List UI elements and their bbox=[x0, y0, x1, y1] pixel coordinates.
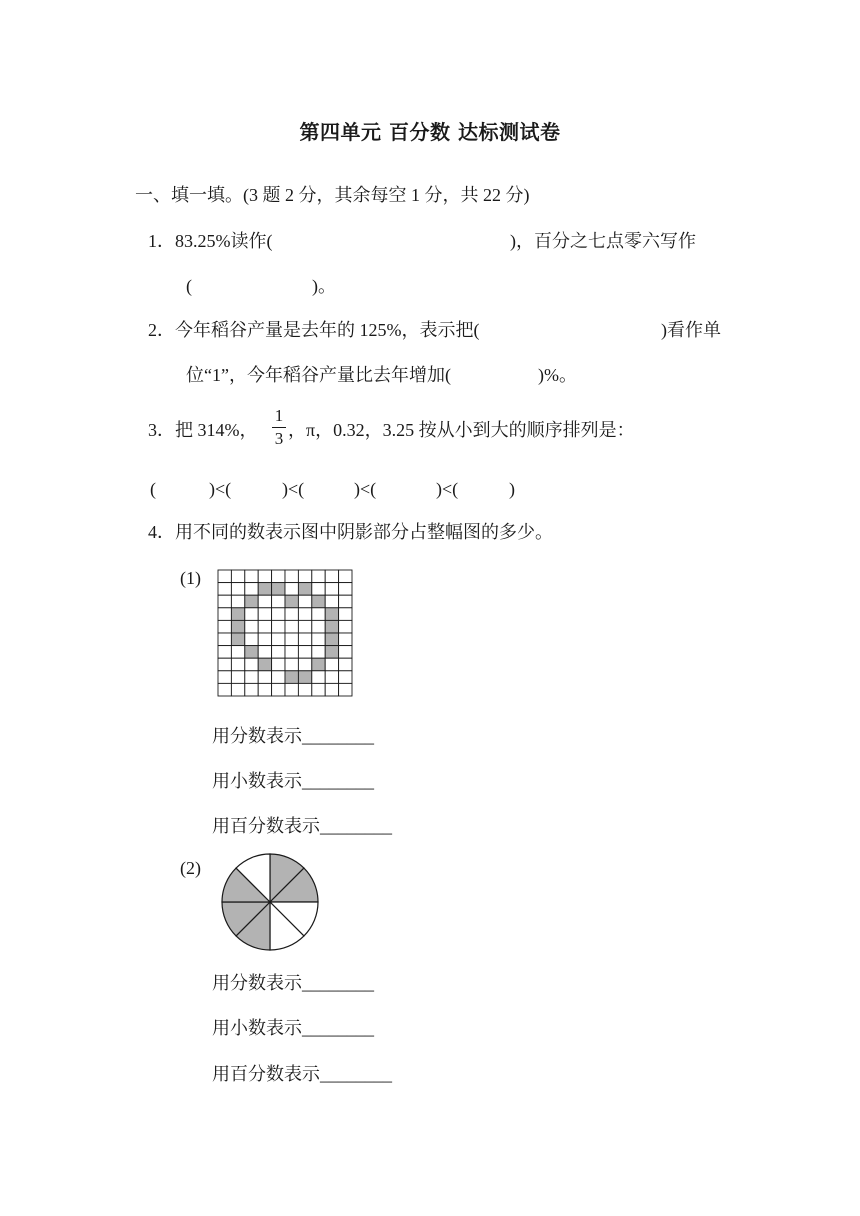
grid-cell bbox=[312, 671, 325, 684]
grid-cell bbox=[258, 570, 271, 583]
grid-cell bbox=[285, 583, 298, 596]
grid-cell bbox=[245, 633, 258, 646]
grid-cell bbox=[298, 658, 311, 671]
grid-cell bbox=[312, 683, 325, 696]
q2-line1-suffix: )看作单 bbox=[661, 320, 721, 340]
grid-cell bbox=[298, 620, 311, 633]
grid-cell bbox=[218, 633, 231, 646]
q3-suffix: ，π，0.32，3.25 按从小到大的顺序排列是： bbox=[288, 420, 635, 440]
grid-cell bbox=[231, 595, 244, 608]
page-title: 第四单元 百分数 达标测试卷 bbox=[299, 120, 561, 144]
part1-fraction-answer: 用分数表示________ bbox=[212, 726, 374, 746]
grid-cell-shaded bbox=[325, 620, 338, 633]
grid-cell bbox=[272, 671, 285, 684]
grid-cell-shaded bbox=[245, 646, 258, 659]
grid-cell bbox=[218, 608, 231, 621]
fraction-numerator: 1 bbox=[274, 406, 284, 425]
grid-cell bbox=[231, 658, 244, 671]
grid-cell-shaded bbox=[325, 633, 338, 646]
grid-cell bbox=[298, 608, 311, 621]
grid-cell bbox=[231, 683, 244, 696]
grid-cell bbox=[285, 633, 298, 646]
grid-cell bbox=[339, 646, 352, 659]
q2-line2-prefix: 位“1”，今年稻谷产量比去年增加( bbox=[186, 365, 451, 385]
grid-cell-shaded bbox=[231, 620, 244, 633]
grid-cell-shaded bbox=[312, 658, 325, 671]
grid-cell bbox=[272, 570, 285, 583]
shaded-circle-figure bbox=[220, 852, 320, 952]
grid-cell bbox=[245, 671, 258, 684]
q4-prompt: 4．用不同的数表示图中阴影部分占整幅图的多少。 bbox=[148, 522, 553, 542]
grid-cell-shaded bbox=[258, 658, 271, 671]
grid-cell bbox=[339, 658, 352, 671]
shaded-grid-figure bbox=[217, 569, 357, 702]
grid-cell bbox=[298, 633, 311, 646]
grid-cell bbox=[218, 620, 231, 633]
grid-cell bbox=[285, 683, 298, 696]
grid-cell bbox=[325, 658, 338, 671]
grid-cell bbox=[325, 570, 338, 583]
grid-cell bbox=[245, 620, 258, 633]
grid-cell bbox=[272, 683, 285, 696]
grid-cell-shaded bbox=[285, 595, 298, 608]
q3-blank-2: )<( bbox=[282, 479, 305, 499]
grid-cell bbox=[258, 620, 271, 633]
part2-fraction-answer: 用分数表示________ bbox=[212, 973, 374, 993]
part2-percent-answer: 用百分数表示________ bbox=[212, 1064, 392, 1084]
grid-cell bbox=[245, 608, 258, 621]
q1-line2-close: )。 bbox=[312, 276, 336, 296]
grid-cell bbox=[339, 620, 352, 633]
grid-cell bbox=[218, 646, 231, 659]
grid-cell bbox=[231, 671, 244, 684]
grid-cell bbox=[339, 683, 352, 696]
q2-line2-suffix: )%。 bbox=[538, 365, 577, 385]
grid-cell bbox=[298, 570, 311, 583]
grid-cell bbox=[231, 570, 244, 583]
q1-line1-suffix: )，百分之七点零六写作 bbox=[510, 231, 696, 251]
grid-cell bbox=[285, 570, 298, 583]
grid-cell bbox=[218, 671, 231, 684]
grid-cell-shaded bbox=[231, 608, 244, 621]
grid-cell bbox=[272, 658, 285, 671]
grid-cell bbox=[258, 646, 271, 659]
grid-cell bbox=[339, 671, 352, 684]
grid-cell bbox=[218, 683, 231, 696]
grid-cell bbox=[312, 570, 325, 583]
grid-cell-shaded bbox=[272, 583, 285, 596]
section-heading: 一、填一填。(3 题 2 分，其余每空 1 分，共 22 分) bbox=[135, 185, 530, 205]
grid-cell-shaded bbox=[245, 595, 258, 608]
grid-cell bbox=[325, 671, 338, 684]
grid-cell bbox=[231, 646, 244, 659]
grid-cell bbox=[272, 633, 285, 646]
grid-cell bbox=[312, 583, 325, 596]
q3-fraction bbox=[272, 406, 286, 449]
grid-cell bbox=[312, 608, 325, 621]
grid-cell bbox=[285, 608, 298, 621]
grid-cell bbox=[272, 608, 285, 621]
q3-blank-1: )<( bbox=[209, 479, 232, 499]
grid-cell bbox=[312, 620, 325, 633]
grid-cell bbox=[258, 671, 271, 684]
grid-cell-shaded bbox=[298, 583, 311, 596]
grid-cell bbox=[339, 583, 352, 596]
part2-decimal-answer: 用小数表示________ bbox=[212, 1018, 374, 1038]
grid-cell bbox=[258, 608, 271, 621]
grid-cell bbox=[218, 595, 231, 608]
grid-cell bbox=[325, 683, 338, 696]
grid-cell bbox=[218, 570, 231, 583]
grid-cell-shaded bbox=[325, 646, 338, 659]
grid-cell-shaded bbox=[325, 608, 338, 621]
grid-cell bbox=[245, 658, 258, 671]
grid-cell bbox=[258, 683, 271, 696]
grid-cell bbox=[312, 646, 325, 659]
q3-blank-3: )<( bbox=[354, 479, 377, 499]
grid-cell bbox=[272, 595, 285, 608]
grid-cell bbox=[218, 583, 231, 596]
grid-cell bbox=[298, 646, 311, 659]
grid-cell bbox=[245, 570, 258, 583]
part1-decimal-answer: 用小数表示________ bbox=[212, 771, 374, 791]
q3-blank-4: )<( bbox=[436, 479, 459, 499]
grid-cell bbox=[325, 583, 338, 596]
grid-cell bbox=[298, 595, 311, 608]
grid-cell-shaded bbox=[312, 595, 325, 608]
grid-cell bbox=[339, 595, 352, 608]
grid-cell bbox=[298, 683, 311, 696]
grid-cell bbox=[258, 595, 271, 608]
q3-blank-0: ( bbox=[150, 479, 156, 499]
grid-cell bbox=[339, 633, 352, 646]
q4-part2-label: (2) bbox=[180, 858, 201, 878]
grid-cell bbox=[339, 608, 352, 621]
q3-blank-5: ) bbox=[509, 479, 515, 499]
grid-cell bbox=[218, 658, 231, 671]
grid-cell bbox=[285, 646, 298, 659]
grid-cell bbox=[258, 633, 271, 646]
grid-cell bbox=[285, 620, 298, 633]
grid-cell-shaded bbox=[231, 633, 244, 646]
q3-prefix: 3．把 314%， bbox=[148, 420, 258, 440]
grid-cell bbox=[325, 595, 338, 608]
grid-cell bbox=[339, 570, 352, 583]
grid-cell bbox=[245, 583, 258, 596]
grid-cell bbox=[312, 633, 325, 646]
grid-cell-shaded bbox=[258, 583, 271, 596]
grid-cell bbox=[272, 646, 285, 659]
q1-line1-prefix: 1．83.25%读作( bbox=[148, 231, 273, 251]
part1-percent-answer: 用百分数表示________ bbox=[212, 816, 392, 836]
grid-cell bbox=[245, 683, 258, 696]
fraction-bar bbox=[272, 427, 286, 428]
q2-line1-prefix: 2．今年稻谷产量是去年的 125%，表示把( bbox=[148, 320, 480, 340]
grid-cell bbox=[272, 620, 285, 633]
grid-cell bbox=[231, 583, 244, 596]
q1-line2-open: ( bbox=[186, 276, 192, 296]
q4-part1-label: (1) bbox=[180, 568, 201, 588]
grid-cell-shaded bbox=[285, 671, 298, 684]
grid-cell bbox=[285, 658, 298, 671]
grid-cell-shaded bbox=[298, 671, 311, 684]
fraction-denominator: 3 bbox=[274, 429, 284, 448]
